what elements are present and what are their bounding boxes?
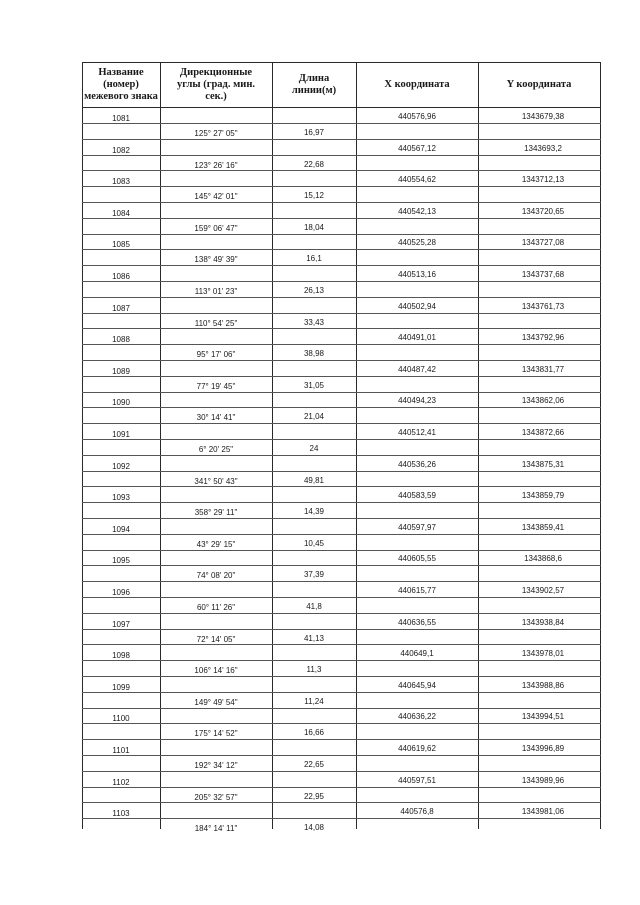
y-coordinate: 1343872,66 [521,428,565,437]
x-coordinate: 440583,59 [398,491,436,500]
point-name: 1097 [112,620,130,629]
x-coordinate: 440636,55 [398,618,436,627]
line-length: 11,3 [306,665,322,674]
y-coordinate: 1343996,89 [521,744,565,753]
line-length: 16,1 [306,254,322,263]
y-coordinate: 1343859,79 [521,491,565,500]
x-coordinate: 440619,62 [398,744,436,753]
header-y-coordinate: Y координата [506,78,572,90]
line-length: 33,43 [303,318,325,327]
bearing-angle: 192° 34' 12" [194,761,238,770]
y-coordinate: 1343792,96 [521,333,565,342]
line-length: 37,39 [303,570,325,579]
x-coordinate: 440605,55 [398,554,436,563]
y-coordinate: 1343859,41 [521,523,565,532]
point-name: 1098 [112,651,130,660]
point-name: 1081 [112,114,130,123]
x-coordinate: 440525,28 [398,238,436,247]
header-line-length: Длина линии(м) [291,72,337,96]
y-coordinate: 1343981,06 [521,807,565,816]
bearing-angle: 113° 01' 23" [194,287,238,296]
point-name: 1089 [112,367,130,376]
point-name: 1086 [112,272,130,281]
bearing-angle: 106° 14' 16" [194,666,238,675]
x-coordinate: 440649,1 [400,649,434,658]
point-name: 1100 [112,714,130,723]
point-name: 1093 [112,493,130,502]
line-length: 14,39 [303,507,325,516]
y-coordinate: 1343978,01 [521,649,565,658]
x-coordinate: 440576,96 [398,112,436,121]
y-coordinate: 1343989,96 [521,776,565,785]
header-x-coordinate: X координата [384,78,450,90]
x-coordinate: 440597,51 [398,776,436,785]
point-name: 1087 [112,304,130,313]
line-length: 38,98 [303,349,325,358]
x-coordinate: 440567,12 [398,144,436,153]
line-length: 21,04 [303,412,325,421]
point-name: 1084 [112,209,130,218]
bearing-angle: 184° 14' 11" [194,824,238,833]
bearing-angle: 110° 54' 25" [194,319,238,328]
point-name: 1094 [112,525,130,534]
point-name: 1095 [112,556,130,565]
line-length: 16,66 [303,728,325,737]
bearing-angle: 30° 14' 41" [196,413,236,422]
point-name: 1096 [112,588,130,597]
bearing-angle: 341° 50' 43" [194,477,238,486]
bearing-angle: 138° 49' 39" [194,255,238,264]
y-coordinate: 1343988,86 [521,681,565,690]
line-length: 22,68 [303,160,325,169]
x-coordinate: 440554,62 [398,175,436,184]
bearing-angle: 60° 11' 26" [196,603,236,612]
line-length: 11,24 [304,697,324,706]
line-length: 22,95 [303,792,325,801]
y-coordinate: 1343693,2 [524,144,562,153]
line-length: 10,45 [303,539,325,548]
point-name: 1102 [112,778,130,787]
x-coordinate: 440512,41 [398,428,436,437]
bearing-angle: 149° 49' 54" [194,698,238,707]
line-length: 49,81 [303,476,325,485]
bearing-angle: 125° 27' 05" [194,129,238,138]
point-name: 1082 [112,146,130,155]
line-length: 26,13 [303,286,325,295]
x-coordinate: 440536,26 [398,460,436,469]
bearing-angle: 43° 29' 15" [196,540,236,549]
x-coordinate: 440576,8 [400,807,434,816]
bearing-angle: 77° 19' 45" [196,382,236,391]
line-length: 41,8 [306,602,322,611]
point-name: 1088 [112,335,130,344]
y-coordinate: 1343727,08 [521,238,565,247]
point-name: 1083 [112,177,130,186]
y-coordinate: 1343994,51 [521,712,565,721]
x-coordinate: 440491,01 [398,333,436,342]
line-length: 22,65 [303,760,325,769]
bearing-angle: 6° 20' 25" [198,445,234,454]
header-bottom-border [82,107,601,108]
bearing-angle: 145° 42' 01" [194,192,238,201]
x-coordinate: 440494,23 [398,396,436,405]
point-name: 1092 [112,462,130,471]
point-name: 1091 [112,430,130,439]
bearing-angle: 72° 14' 05" [196,635,236,644]
bearing-angle: 74° 08' 20" [196,571,236,580]
y-coordinate: 1343720,65 [521,207,565,216]
y-coordinate: 1343679,38 [521,112,565,121]
line-length: 31,05 [303,381,325,390]
point-name: 1085 [112,240,130,249]
bearing-angle: 205° 32' 57" [194,793,238,802]
point-name: 1099 [112,683,130,692]
line-length: 41,13 [303,634,325,643]
x-coordinate: 440636,22 [398,712,436,721]
y-coordinate: 1343831,77 [521,365,565,374]
x-coordinate: 440513,16 [398,270,436,279]
x-coordinate: 440645,94 [398,681,436,690]
y-coordinate: 1343868,6 [524,554,562,563]
column-border [600,62,601,829]
point-name: 1090 [112,398,130,407]
line-length: 18,04 [303,223,325,232]
line-length: 16,97 [303,128,325,137]
x-coordinate: 440502,94 [398,302,436,311]
line-length: 24 [309,444,319,453]
point-name: 1101 [112,746,130,755]
y-coordinate: 1343938,84 [521,618,565,627]
y-coordinate: 1343737,68 [521,270,565,279]
bearing-angle: 159° 06' 47" [194,224,238,233]
y-coordinate: 1343712,13 [521,175,565,184]
x-coordinate: 440542,13 [398,207,436,216]
x-coordinate: 440487,42 [398,365,436,374]
point-name: 1103 [112,809,130,818]
table-top-border [82,62,601,63]
x-coordinate: 440615,77 [398,586,436,595]
bearing-angle: 358° 29' 11" [194,508,238,517]
header-point-name: Название (номер) межевого знака [84,66,158,102]
y-coordinate: 1343862,06 [521,396,565,405]
bearing-angle: 95° 17' 06" [196,350,236,359]
x-coordinate: 440597,97 [398,523,436,532]
bearing-angle: 175° 14' 52" [194,729,238,738]
y-coordinate: 1343902,57 [521,586,565,595]
y-coordinate: 1343761,73 [521,302,565,311]
line-length: 14,08 [303,823,325,832]
header-bearing-angles: Дирекционные углы (град. мин. сек.) [177,66,255,102]
line-length: 15,12 [303,191,325,200]
bearing-angle: 123° 26' 16" [194,161,238,170]
y-coordinate: 1343875,31 [521,460,565,469]
